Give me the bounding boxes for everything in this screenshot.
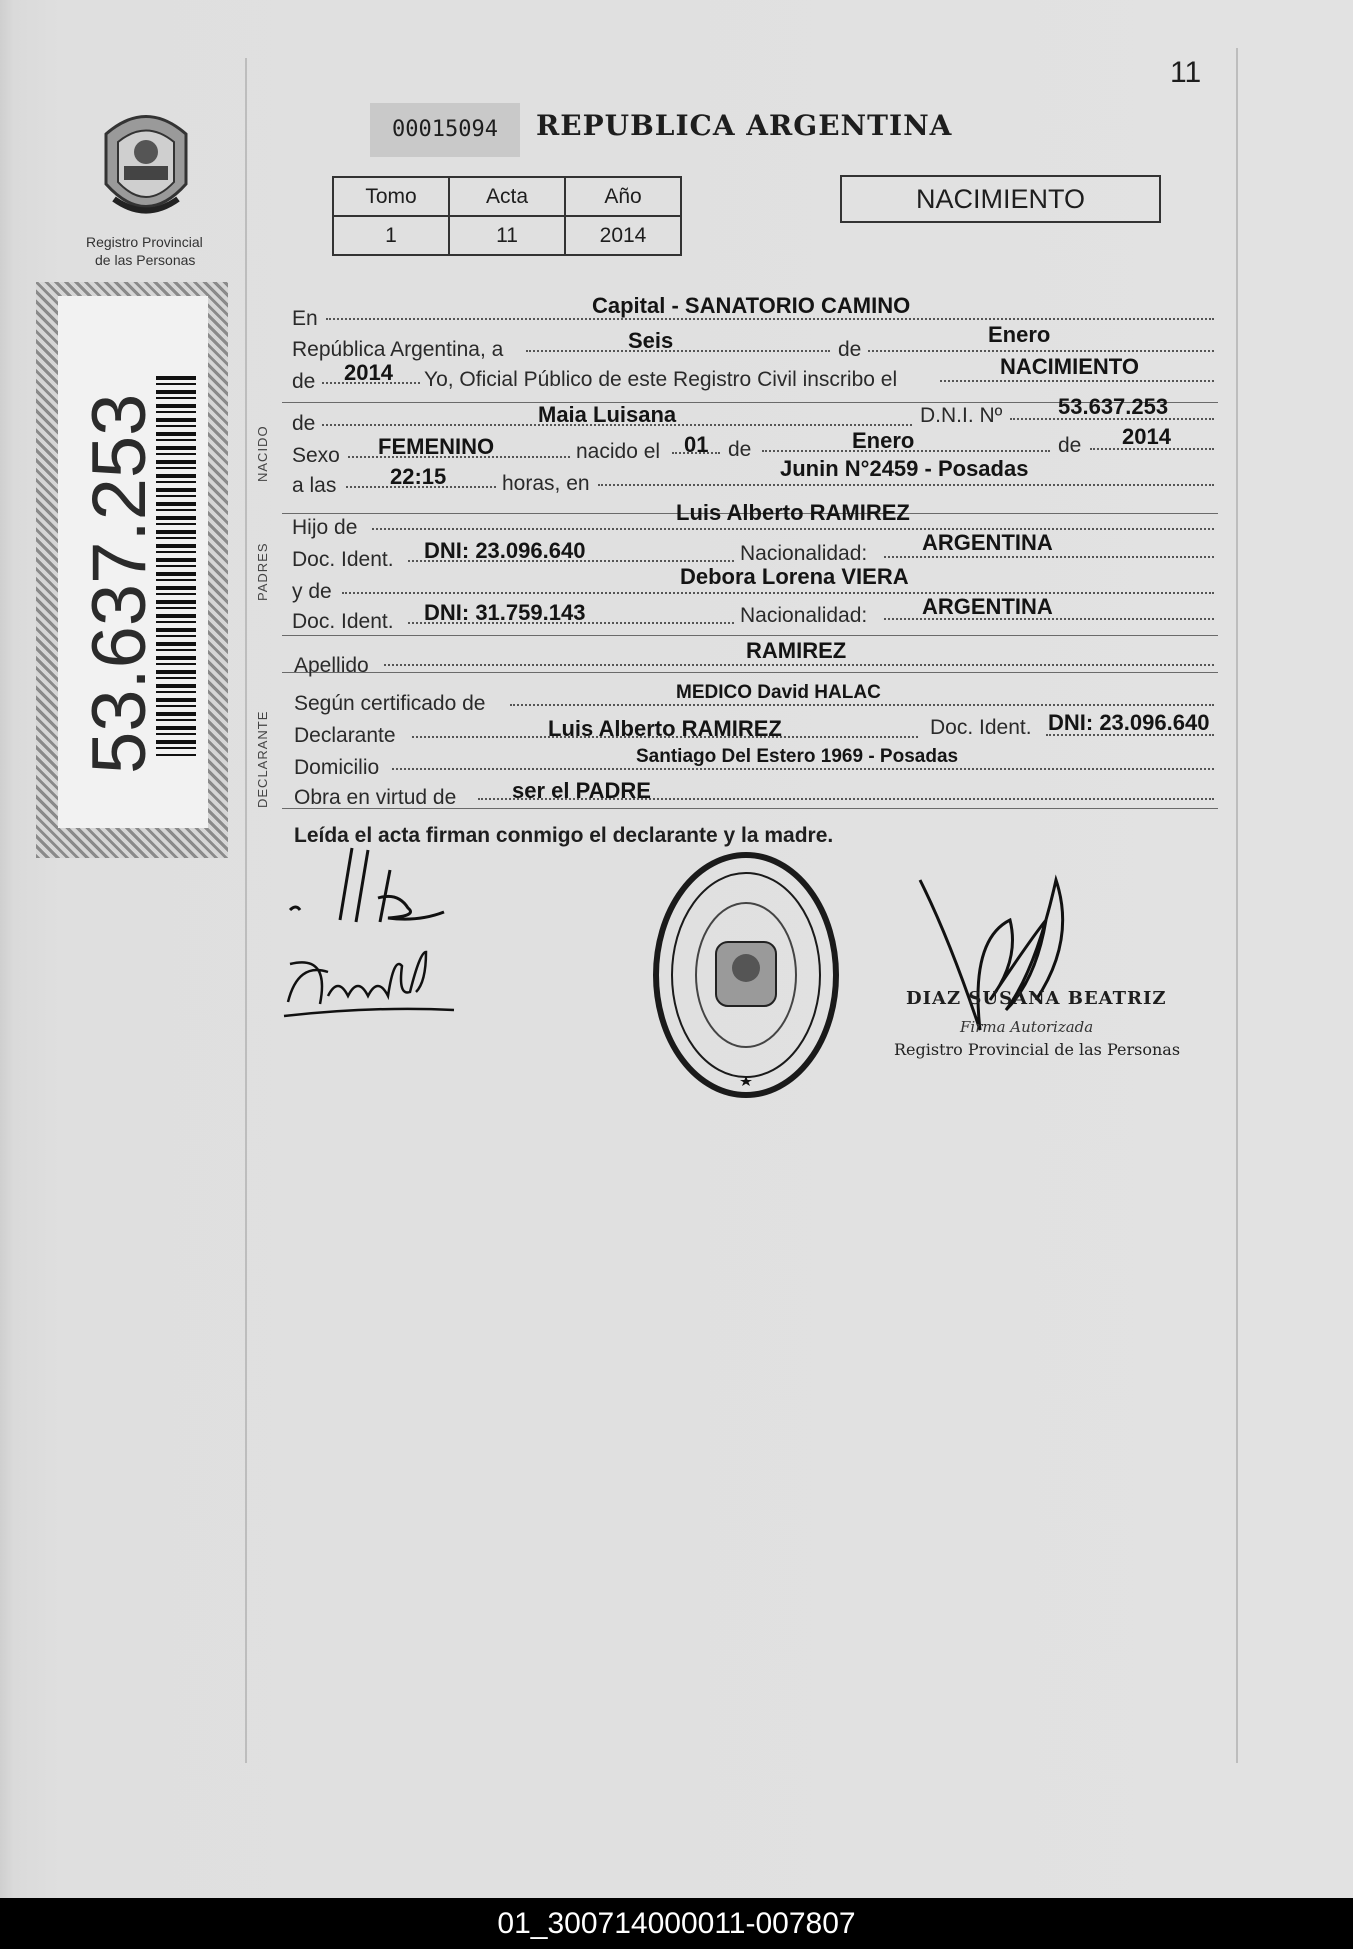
header-acta: Acta: [449, 177, 565, 216]
label-yo: Yo, Oficial Público de este Registro Civil inscribo el: [424, 368, 898, 391]
label-a-las: a las: [292, 474, 337, 497]
dots-padre: [372, 528, 1214, 530]
label-de-mes-nac: de: [728, 438, 752, 461]
value-mes-nac: Enero: [852, 428, 915, 453]
country-title: REPUBLICA ARGENTINA: [536, 109, 953, 142]
value-dni: 53.637.253: [1058, 394, 1169, 419]
left-margin-line: [245, 58, 247, 1763]
value-mes-texto: Enero: [988, 322, 1051, 347]
label-segun: Según certificado de: [294, 692, 486, 715]
signature-mother: [280, 840, 460, 950]
label-nacionalidad-padre: Nacionalidad:: [740, 542, 868, 565]
label-de-anio: de: [292, 370, 316, 393]
province-logo: [96, 104, 196, 234]
value-declarante-doc: DNI: 23.096.640: [1048, 710, 1210, 735]
value-declarante: Luis Alberto RAMIREZ: [548, 716, 782, 741]
closing-statement: Leída el acta firman conmigo el declarante y la madre.: [294, 824, 834, 847]
value-domicilio: Santiago Del Estero 1969 - Posadas: [636, 746, 959, 767]
label-de-anio-nac: de: [1058, 434, 1082, 457]
logo-caption-line2: de las Personas: [95, 252, 196, 268]
dots-acto: [940, 380, 1214, 382]
official-name: DIAZ SUSANA BEATRIZ: [906, 988, 1167, 1009]
signature-declarant: [280, 946, 460, 1026]
section-label-declarante: DECLARANTE: [255, 710, 270, 808]
value-lugar: Capital - SANATORIO CAMINO: [592, 293, 911, 318]
official-stamp: [650, 850, 842, 1100]
dots-madre: [342, 592, 1214, 594]
label-republica: República Argentina, a: [292, 338, 504, 361]
stamp-seal-icon: [650, 850, 842, 1100]
label-sexo: Sexo: [292, 444, 340, 467]
value-anio: 2014: [565, 216, 681, 255]
label-de-mes: de: [838, 338, 862, 361]
value-anio-texto: 2014: [344, 360, 393, 385]
value-dia-nac: 01: [684, 432, 709, 457]
section-label-nacido: NACIDO: [255, 425, 270, 482]
label-apellido: Apellido: [294, 654, 369, 677]
label-nacionalidad-madre: Nacionalidad:: [740, 604, 868, 627]
header-tomo: Tomo: [333, 177, 449, 216]
label-horas-en: horas, en: [502, 472, 590, 495]
barcode-sticker: [36, 282, 228, 858]
label-doc-ident-madre: Doc. Ident.: [292, 610, 394, 633]
header-anio: Año: [565, 177, 681, 216]
dots-apellido: [384, 664, 1214, 666]
dots-domicilio: [392, 768, 1214, 770]
label-doc-ident-padre: Doc. Ident.: [292, 548, 394, 571]
right-margin-line: [1236, 48, 1238, 1763]
label-dni: D.N.I. Nº: [920, 404, 1003, 427]
section-label-padres: PADRES: [255, 542, 270, 601]
registry-table: [332, 176, 682, 256]
value-madre-nac: ARGENTINA: [922, 594, 1053, 619]
value-apellido: RAMIREZ: [746, 638, 847, 663]
dots-lugar-nac: [598, 484, 1214, 486]
value-nombre: Maia Luisana: [538, 402, 677, 427]
label-obra: Obra en virtud de: [294, 786, 457, 809]
section-rule-declarante: [282, 672, 1218, 673]
value-hora: 22:15: [390, 464, 447, 489]
value-sexo: FEMENINO: [378, 434, 495, 459]
label-doc-ident-declarante: Doc. Ident.: [930, 716, 1032, 739]
barcode-number: 53.637.253: [77, 393, 162, 774]
value-lugar-nac: Junin N°2459 - Posadas: [780, 456, 1029, 481]
coat-of-arms-icon: [96, 104, 196, 234]
value-madre: Debora Lorena VIERA: [680, 564, 909, 589]
label-y-de: y de: [292, 580, 332, 603]
scan-footer-id: 01_300714000011-007807: [0, 1898, 1353, 1949]
value-madre-doc: DNI: 31.759.143: [424, 600, 586, 625]
serial-number: 00015094: [370, 103, 520, 157]
label-de-nombre: de: [292, 412, 316, 435]
section-rule-apellido: [282, 635, 1218, 636]
dots-dia: [526, 350, 830, 352]
label-hijo-de: Hijo de: [292, 516, 358, 539]
label-domicilio: Domicilio: [294, 756, 380, 779]
value-acta: 11: [449, 216, 565, 255]
value-padre-doc: DNI: 23.096.640: [424, 538, 586, 563]
label-declarante: Declarante: [294, 724, 396, 747]
official-office: Registro Provincial de las Personas: [894, 1040, 1181, 1059]
value-dia-texto: Seis: [628, 328, 674, 353]
dots-mes: [868, 350, 1214, 352]
value-padre: Luis Alberto RAMIREZ: [676, 500, 910, 525]
label-en: En: [292, 307, 318, 330]
value-tomo: 1: [333, 216, 449, 255]
dots-certificado: [510, 704, 1214, 706]
barcode-label: [58, 296, 208, 828]
value-certificado: MEDICO David HALAC: [676, 682, 881, 703]
official-role: Firma Autorizada: [960, 1018, 1094, 1036]
value-anio-nac: 2014: [1122, 424, 1171, 449]
dots-padre-nac: [884, 556, 1214, 558]
page-number: 11: [1170, 56, 1202, 89]
value-padre-nac: ARGENTINA: [922, 530, 1053, 555]
label-nacido-el: nacido el: [576, 440, 661, 463]
logo-caption-line1: Registro Provincial: [86, 234, 203, 250]
act-type-box: NACIMIENTO: [840, 175, 1161, 223]
value-obra: ser el PADRE: [512, 778, 651, 803]
value-acto: NACIMIENTO: [1000, 354, 1139, 379]
